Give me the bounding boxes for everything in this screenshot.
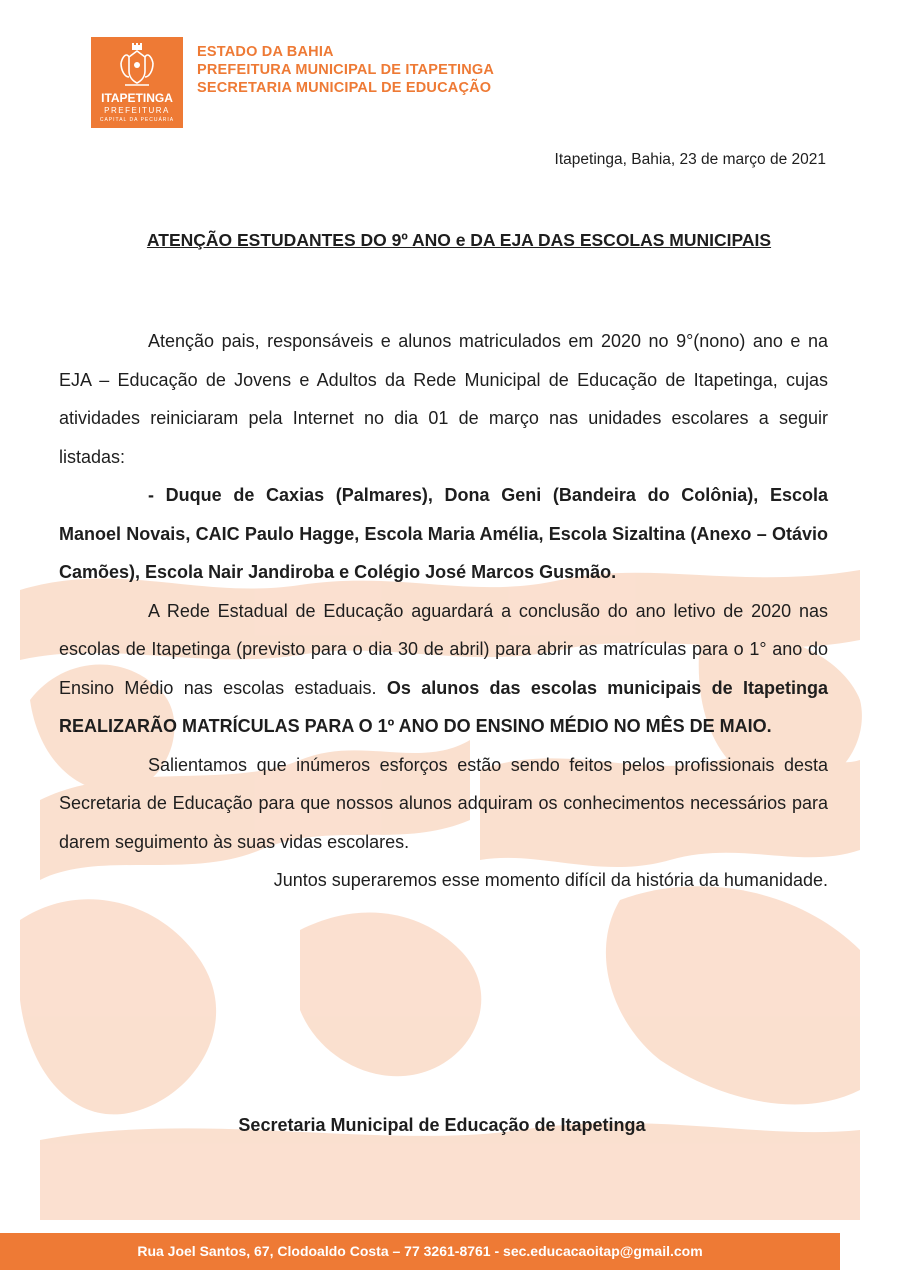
prefeitura-logo bbox=[91, 37, 183, 128]
document-title: ATENÇÃO ESTUDANTES DO 9º ANO e DA EJA DAS ESCOLAS MUNICIPAIS bbox=[146, 230, 772, 250]
footer-contact: Rua Joel Santos, 67, Clodoaldo Costa – 77 3261-8761 - sec.educacaoitap@gmail.com bbox=[0, 1233, 840, 1270]
logo-tagline: CAPITAL DA PECUÁRIA bbox=[99, 117, 175, 123]
logo-subtitle: PREFEITURA bbox=[104, 106, 170, 115]
letterhead-secretaria: SECRETARIA MUNICIPAL DE EDUCAÇÃO bbox=[197, 80, 492, 96]
signature: Secretaria Municipal de Educação de Itapetinga bbox=[238, 1115, 646, 1135]
logo-name: ITAPETINGA bbox=[101, 91, 173, 105]
document-date: Itapetinga, Bahia, 23 de março de 2021 bbox=[554, 151, 826, 168]
coat-of-arms-icon bbox=[117, 43, 157, 89]
paragraph-enrollment-highlight: Os alunos das escolas municipais de Itapetinga REALIZARÃO MATRÍCULAS PARA O 1º ANO DO ENSINO MÉDIO NO MÊS DE MAIO. bbox=[59, 677, 828, 736]
letterhead-prefeitura: PREFEITURA MUNICIPAL DE ITAPETINGA bbox=[197, 62, 495, 78]
letterhead bbox=[197, 43, 494, 97]
document-body bbox=[59, 322, 828, 900]
paragraph-enrollment-text: A Rede Estadual de Educação aguardará a conclusão do ano letivo de 2020 nas escolas de Itapetinga (previsto para o dia 30 de abril) para abrir as matrículas para o 1° ano do Ensino Médio nas escolas estaduais. bbox=[59, 600, 828, 698]
paragraph-closing: Juntos superaremos esse momento difícil da história da humanidade. bbox=[273, 870, 828, 890]
paragraph-school-list: - Duque de Caxias (Palmares), Dona Geni (Bandeira do Colônia), Escola Manoel Novais, CAIC Paulo Hagge, Escola Maria Amélia, Escola Sizaltina (Anexo – Otávio Camões), Escola Nair Jandiroba e Colégio José Marcos Gusmão. bbox=[59, 485, 828, 582]
paragraph-enrollment bbox=[59, 592, 828, 746]
paragraph-intro: Atenção pais, responsáveis e alunos matriculados em 2020 no 9°(nono) ano e na EJA – Educação de Jovens e Adultos da Rede Municipal de Educação de Itapetinga, cujas atividades reiniciaram pela Internet no dia 01 de março nas unidades escolares a seguir listadas: bbox=[59, 331, 828, 467]
paragraph-efforts: Salientamos que inúmeros esforços estão sendo feitos pelos profissionais desta Secretaria de Educação para que nossos alunos adquiram os conhecimentos necessários para darem seguimento às suas vidas escolares. bbox=[59, 754, 828, 852]
letterhead-state: ESTADO DA BAHIA bbox=[197, 44, 334, 60]
